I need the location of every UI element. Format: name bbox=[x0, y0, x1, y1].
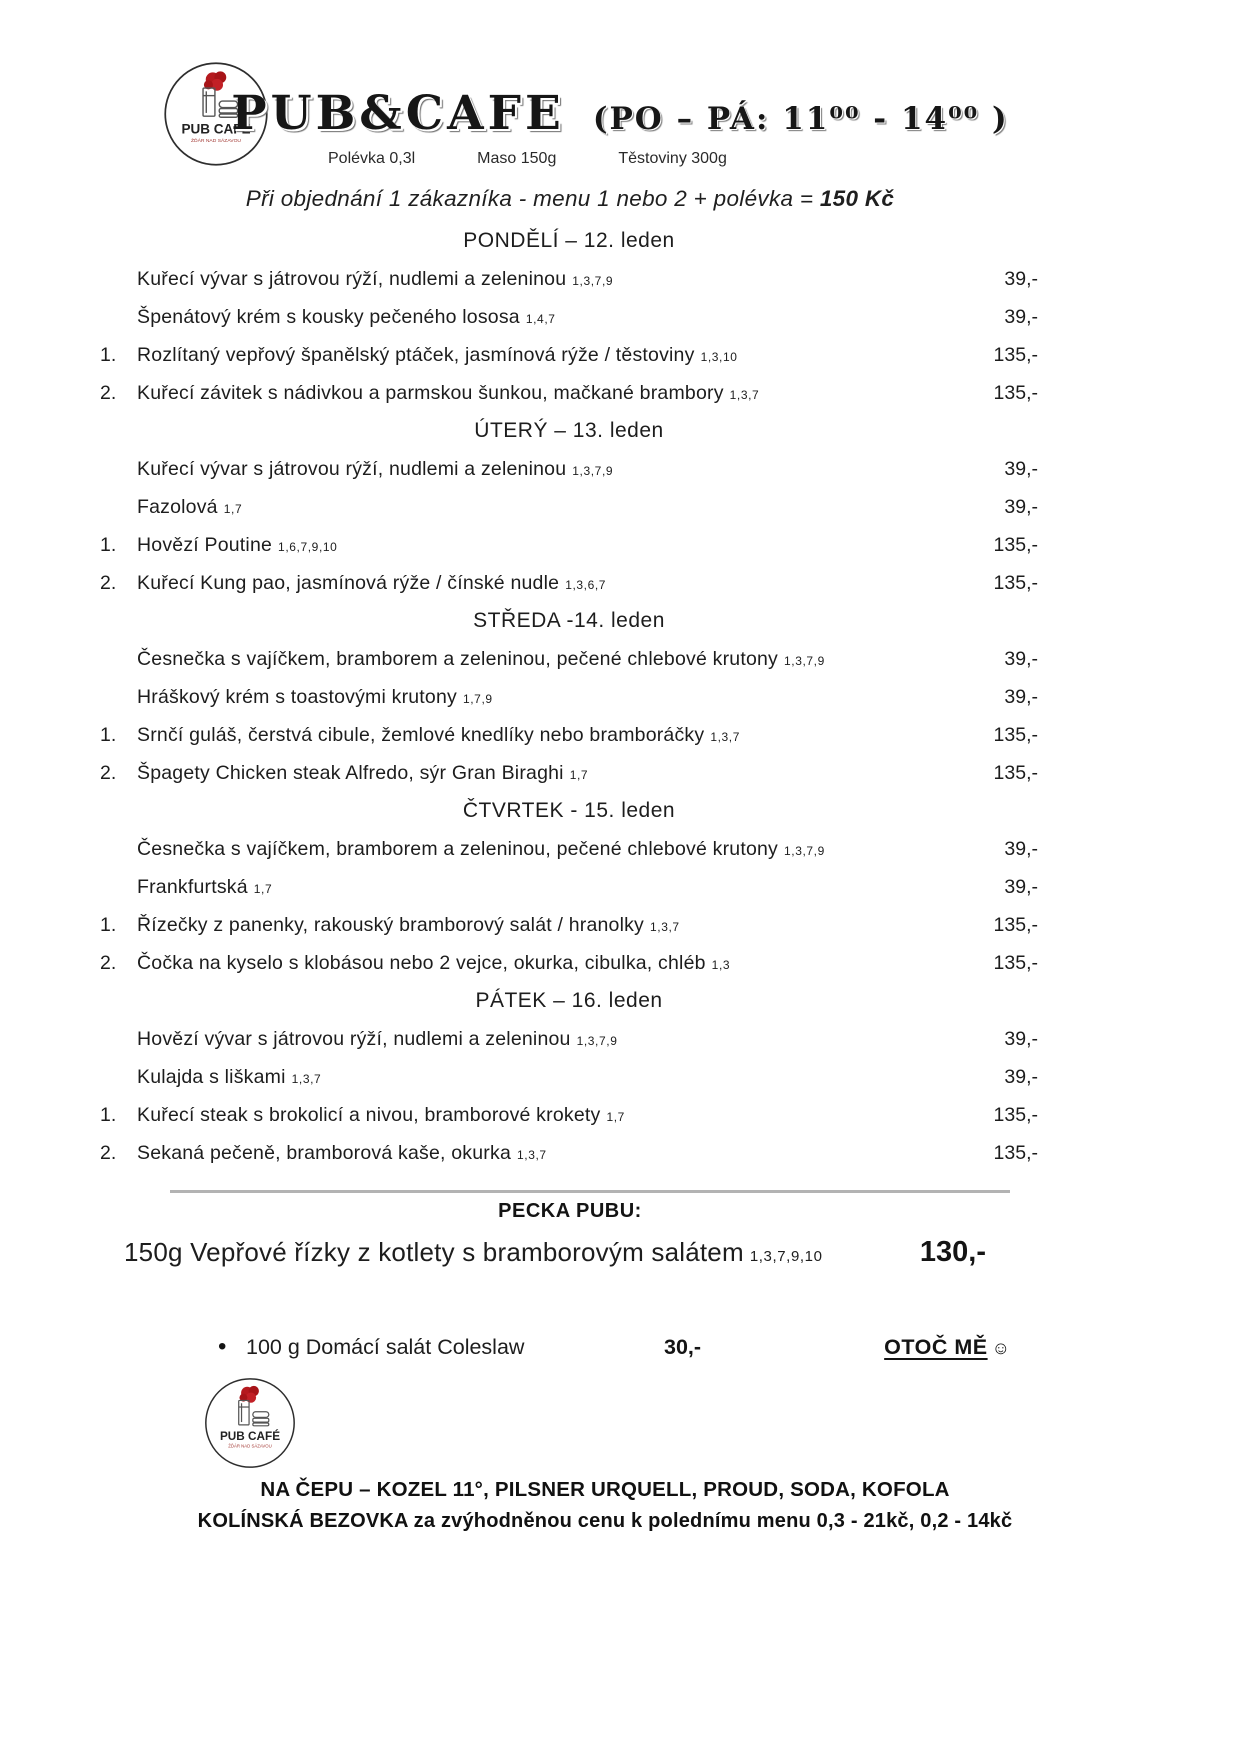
menu-item-row bbox=[100, 298, 1038, 336]
allergen-codes: 1,3,7,9 bbox=[572, 273, 614, 288]
day-heading: ÚTERÝ – 13. leden bbox=[474, 419, 664, 442]
promo-text: Při objednání 1 zákazníka - menu 1 nebo 2 + polévka = bbox=[245, 186, 820, 211]
menu-item-name bbox=[137, 534, 974, 557]
portion-sizes bbox=[328, 150, 848, 168]
menu-item-name bbox=[137, 914, 974, 937]
extra-item-name: 100 g Domácí salát Coleslaw bbox=[246, 1334, 525, 1359]
flip-me-note bbox=[884, 1335, 1010, 1360]
menu-item-row bbox=[100, 374, 1038, 412]
menu-item-row bbox=[100, 1134, 1038, 1172]
menu-item-row bbox=[100, 944, 1038, 982]
menu-item-price: 135,- bbox=[993, 1103, 1038, 1126]
allergen-codes: 1,7,9 bbox=[462, 691, 493, 706]
menu-item-name bbox=[137, 952, 974, 975]
menu-item-row bbox=[100, 1096, 1038, 1134]
menu-item-row bbox=[100, 1020, 1038, 1058]
menu-item-row bbox=[100, 754, 1038, 792]
pub-cafe-logo-icon bbox=[203, 1376, 297, 1470]
special-heading: PECKA PUBU: bbox=[498, 1200, 642, 1222]
menu-item-name bbox=[137, 648, 974, 671]
menu-item-price: 39,- bbox=[1004, 685, 1038, 708]
menu-item-number: 2. bbox=[100, 381, 117, 404]
promo-price: 150 Kč bbox=[819, 186, 895, 211]
special-item-price: 130,- bbox=[919, 1236, 986, 1268]
menu-item-number: 1. bbox=[100, 343, 117, 366]
menu-item-name bbox=[137, 382, 974, 405]
smiley-icon: ☺ bbox=[991, 1337, 1010, 1358]
menu-item-row bbox=[100, 906, 1038, 944]
menu-item-name bbox=[137, 306, 974, 329]
header-title-row bbox=[0, 86, 1240, 141]
menu-item-name bbox=[137, 496, 974, 519]
menu-item-price: 135,- bbox=[993, 723, 1038, 746]
menu-item-row bbox=[100, 488, 1038, 526]
day-heading: PONDĚLÍ – 12. leden bbox=[463, 229, 675, 252]
portion-meat: Maso 150g bbox=[477, 150, 557, 167]
day-heading: PÁTEK – 16. leden bbox=[475, 989, 663, 1012]
menu-item-number: 1. bbox=[100, 533, 117, 556]
menu-item-name-text: Srnčí guláš, čerstvá cibule, žemlové knedlíky nebo bramboráčky bbox=[137, 723, 705, 746]
allergen-codes: 1,3,7 bbox=[650, 919, 680, 934]
allergen-codes: 1,3,7 bbox=[517, 1147, 547, 1162]
menu-item-row bbox=[100, 678, 1038, 716]
menu-item-name bbox=[137, 686, 974, 709]
flip-me-label: OTOČ MĚ bbox=[884, 1334, 988, 1359]
menu-item-row bbox=[100, 564, 1038, 602]
menu-item-name-text: Fazolová bbox=[137, 495, 218, 518]
menu-item-name-text: Kuřecí závitek s nádivkou a parmskou šunkou, mačkané brambory bbox=[137, 381, 724, 404]
menu-item-name-text: Rozlítaný vepřový španělský ptáček, jasmínová rýže / těstoviny bbox=[137, 343, 695, 366]
day-section-friday bbox=[100, 982, 1038, 1172]
menu-item-name bbox=[137, 838, 974, 861]
menu-item-name bbox=[137, 876, 974, 899]
menu-item-price: 39,- bbox=[1004, 1027, 1038, 1050]
menu-item-name-text: Česnečka s vajíčkem, bramborem a zeleninou, pečené chlebové krutony bbox=[137, 647, 778, 670]
allergen-codes: 1,6,7,9,10 bbox=[278, 539, 338, 554]
menu-item-price: 135,- bbox=[993, 571, 1038, 594]
menu-item-price: 135,- bbox=[993, 533, 1038, 556]
menu-item-row bbox=[100, 640, 1038, 678]
menu-item-name-text: Kuřecí Kung pao, jasmínová rýže / čínské nudle bbox=[137, 571, 560, 594]
menu-item-name bbox=[137, 1104, 974, 1127]
section-divider bbox=[170, 1190, 1010, 1193]
bullet-icon: • bbox=[218, 1333, 227, 1360]
allergen-codes: 1,4,7 bbox=[525, 311, 556, 326]
menu-item-name bbox=[137, 344, 974, 367]
logo-name-text: PUB CAFÉ bbox=[181, 121, 251, 137]
allergen-codes: 1,3,6,7 bbox=[565, 577, 607, 592]
menu-item-name-text: Hráškový krém s toastovými krutony bbox=[137, 685, 457, 708]
menu-item-number: 1. bbox=[100, 1103, 117, 1126]
weekly-menu bbox=[100, 222, 1038, 1172]
menu-item-price: 135,- bbox=[993, 381, 1038, 404]
menu-item-name-text: Česnečka s vajíčkem, bramborem a zeleninou, pečené chlebové krutony bbox=[137, 837, 778, 860]
menu-item-price: 135,- bbox=[993, 761, 1038, 784]
menu-item-name bbox=[137, 458, 974, 481]
menu-item-name bbox=[137, 762, 974, 785]
day-section-tuesday bbox=[100, 412, 1038, 602]
menu-item-price: 135,- bbox=[993, 951, 1038, 974]
allergen-codes: 1,3,10 bbox=[700, 349, 738, 364]
allergen-codes: 1,3,7 bbox=[291, 1071, 322, 1086]
allergen-codes: 1,3,7,9 bbox=[783, 653, 825, 668]
menu-item-row bbox=[100, 336, 1038, 374]
menu-item-name-text: Čočka na kyselo s klobásou nebo 2 vejce, okurka, cibulka, chléb bbox=[137, 951, 706, 974]
on-tap-line: NA ČEPU – KOZEL 11°, PILSNER URQUELL, PROUD, SODA, KOFOLA bbox=[260, 1478, 950, 1501]
menu-item-price: 39,- bbox=[1004, 837, 1038, 860]
menu-item-name-text: Sekaná pečeně, bramborová kaše, okurka bbox=[137, 1141, 511, 1164]
opening-hours: (PO – PÁ: 11⁰⁰ - 14⁰⁰ ) bbox=[592, 101, 1009, 137]
menu-item-price: 39,- bbox=[1004, 305, 1038, 328]
menu-item-name-text: Špagety Chicken steak Alfredo, sýr Gran Biraghi bbox=[137, 761, 564, 784]
day-section-thursday bbox=[100, 792, 1038, 982]
menu-item-number: 2. bbox=[100, 1141, 117, 1164]
menu-item-name bbox=[137, 572, 974, 595]
menu-item-price: 39,- bbox=[1004, 267, 1038, 290]
menu-item-name bbox=[137, 1066, 974, 1089]
menu-item-price: 39,- bbox=[1004, 495, 1038, 518]
drinks-discount-line: KOLÍNSKÁ BEZOVKA za zvýhodněnou cenu k polednímu menu 0,3 - 21kč, 0,2 - 14kč bbox=[197, 1510, 1013, 1532]
allergen-codes: 1,7 bbox=[606, 1109, 625, 1124]
special-item-name bbox=[124, 1237, 823, 1268]
allergen-codes: 1,3 bbox=[711, 957, 731, 972]
allergen-codes: 1,7 bbox=[569, 767, 589, 782]
menu-item-name-text: Kulajda s liškami bbox=[137, 1065, 286, 1088]
menu-item-price: 39,- bbox=[1004, 1065, 1038, 1088]
menu-item-number: 2. bbox=[100, 951, 117, 974]
menu-item-name-text: Kuřecí vývar s játrovou rýží, nudlemi a zeleninou bbox=[137, 267, 567, 290]
allergen-codes: 1,3,7 bbox=[729, 387, 760, 402]
menu-item-price: 135,- bbox=[993, 1141, 1038, 1164]
special-item-row bbox=[124, 1236, 986, 1269]
menu-item-name-text: Špenátový krém s kousky pečeného lososa bbox=[137, 305, 520, 328]
menu-item-name-text: Frankfurtská bbox=[137, 875, 248, 898]
menu-item-price: 39,- bbox=[1004, 647, 1038, 670]
menu-item-name-text: Řízečky z panenky, rakouský bramborový salát / hranolky bbox=[137, 913, 645, 936]
menu-item-row bbox=[100, 716, 1038, 754]
page-title: PUB&CAFE bbox=[231, 86, 565, 141]
menu-item-number: 1. bbox=[100, 723, 117, 746]
allergen-codes: 1,3,7 bbox=[710, 729, 741, 744]
allergen-codes: 1,3,7,9 bbox=[576, 1033, 618, 1048]
menu-item-number: 2. bbox=[100, 571, 117, 594]
portion-pasta: Těstoviny 300g bbox=[618, 150, 727, 167]
allergen-codes: 1,7 bbox=[223, 501, 243, 516]
menu-item-name bbox=[137, 724, 974, 747]
menu-item-number: 1. bbox=[100, 913, 117, 936]
menu-item-price: 39,- bbox=[1004, 875, 1038, 898]
allergen-codes: 1,3,7,9,10 bbox=[749, 1248, 823, 1265]
day-section-monday bbox=[100, 222, 1038, 412]
logo-subtitle-text: ŽĎÁR NAD SÁZAVOU bbox=[191, 139, 241, 145]
portion-soup: Polévka 0,3l bbox=[328, 150, 416, 167]
allergen-codes: 1,7 bbox=[253, 881, 273, 896]
menu-item-name bbox=[137, 1142, 974, 1165]
menu-item-name-text: Hovězí vývar s játrovou rýží, nudlemi a zeleninou bbox=[137, 1027, 571, 1050]
day-heading: ČTVRTEK - 15. leden bbox=[462, 799, 676, 822]
menu-item-row bbox=[100, 830, 1038, 868]
special-item-name-text: 150g Vepřové řízky z kotlety s bramborovým salátem bbox=[124, 1237, 744, 1267]
menu-item-row bbox=[100, 260, 1038, 298]
menu-item-row bbox=[100, 868, 1038, 906]
menu-item-name bbox=[137, 1028, 974, 1051]
pub-cafe-logo-footer bbox=[203, 1376, 297, 1470]
day-heading: STŘEDA -14. leden bbox=[473, 609, 665, 632]
menu-item-price: 135,- bbox=[993, 343, 1038, 366]
menu-item-row bbox=[100, 1058, 1038, 1096]
menu-item-price: 39,- bbox=[1004, 457, 1038, 480]
menu-item-name-text: Kuřecí vývar s játrovou rýží, nudlemi a zeleninou bbox=[137, 457, 567, 480]
menu-item-number: 2. bbox=[100, 761, 117, 784]
menu-item-name bbox=[137, 268, 974, 291]
extra-item-price: 30,- bbox=[664, 1334, 702, 1359]
menu-item-row bbox=[100, 526, 1038, 564]
allergen-codes: 1,3,7,9 bbox=[572, 463, 614, 478]
allergen-codes: 1,3,7,9 bbox=[783, 843, 825, 858]
day-section-wednesday bbox=[100, 602, 1038, 792]
menu-item-row bbox=[100, 450, 1038, 488]
extra-item-row bbox=[218, 1330, 1010, 1364]
logo-name-text: PUB CAFÉ bbox=[219, 1429, 281, 1443]
menu-item-name-text: Hovězí Poutine bbox=[137, 533, 273, 556]
logo-subtitle-text: ŽĎÁR NAD SÁZAVOU bbox=[228, 1443, 272, 1449]
promo-line bbox=[0, 186, 1140, 212]
menu-item-name-text: Kuřecí steak s brokolicí a nivou, bramborové krokety bbox=[137, 1103, 601, 1126]
menu-item-price: 135,- bbox=[993, 913, 1038, 936]
